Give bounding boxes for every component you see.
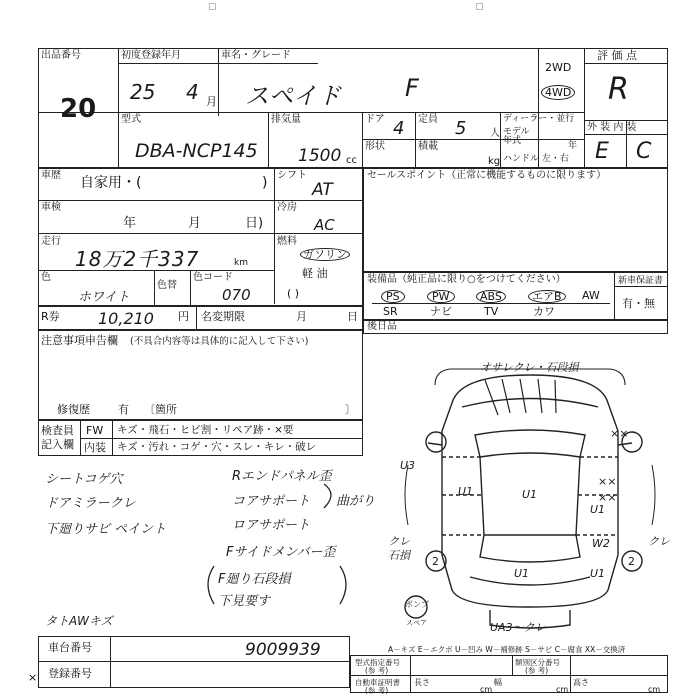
shift-label: シフト	[277, 170, 307, 181]
diagram-kure-left: クレ	[388, 535, 410, 548]
doors-label: ドア	[365, 114, 385, 125]
diagram-u1-right: U1	[590, 503, 606, 516]
note-9: F廻り石段損	[218, 572, 291, 587]
car-diagram	[380, 345, 680, 635]
notes-sublabel: (不具合内容等は具体的に記入して下さい)	[130, 336, 309, 347]
inspector-interior: 内装	[84, 441, 106, 454]
note-bracket	[200, 560, 360, 610]
diagram-u1-left: U1	[458, 485, 474, 498]
grade: F	[405, 74, 419, 102]
mileage-label: 走行	[41, 236, 61, 247]
note-bracket-2	[318, 482, 348, 512]
ext-int-label: 外 装 内 装	[587, 122, 637, 133]
x-mark: ×	[28, 671, 38, 684]
model-code: DBA-NCP145	[135, 140, 258, 162]
doors-value: 4	[393, 118, 405, 139]
diagram-top-note: オサレクレ・石段損	[480, 361, 579, 374]
notes-label: 注意事項申告欄	[41, 334, 118, 347]
lot-number: 20	[60, 94, 97, 124]
capacity-label: 定員	[418, 114, 438, 125]
inspection-day-unit: 日)	[245, 216, 264, 231]
diagram-two-left: 2	[432, 555, 439, 568]
rear-seat-label: 後日品	[367, 321, 397, 332]
width-label: 幅	[494, 678, 502, 687]
binding-hole: ▢	[208, 2, 217, 12]
inspector-label: 検査員記入欄	[41, 424, 74, 451]
capacity-value: 5	[455, 118, 467, 139]
diagram-spare: スペア	[406, 619, 427, 627]
color-label: 色	[41, 272, 51, 283]
warranty-label: 新車保証書	[618, 276, 664, 286]
reg-month: 4	[186, 80, 199, 104]
type-ref: (参 考)	[365, 666, 389, 675]
warranty-value: 有・無	[622, 297, 655, 310]
fuel-light-oil: 軽 油	[302, 267, 328, 280]
car-name-label: 車名・グレード	[221, 50, 291, 61]
capacity-unit: 人	[490, 128, 500, 139]
inspection-month-unit: 月	[188, 216, 202, 231]
equip-airbag: エアB	[528, 290, 566, 303]
name-change-label: 名変期限	[201, 310, 245, 323]
shape-label: 形状	[365, 141, 385, 152]
diagram-u1-center: U1	[522, 488, 538, 501]
fuel-gas: ガソリン	[300, 248, 350, 261]
recycle-unit: 円	[178, 310, 189, 323]
first-reg-label: 初度登録年月	[121, 50, 181, 61]
height-cm: cm	[648, 685, 661, 694]
equipment-label: 装備品（純正品に限り○をつけてください）	[367, 274, 566, 285]
score-label: 評 価 点	[597, 49, 637, 62]
ac-value: AC	[314, 216, 335, 234]
equip-pw: PW	[427, 290, 455, 303]
sales-point-box	[363, 168, 668, 272]
load-label: 積載	[418, 141, 438, 152]
history-value: 自家用・(	[80, 175, 142, 191]
repair-value: 有	[118, 403, 129, 416]
shift-value: AT	[312, 180, 333, 200]
registration-label: 登録番号	[48, 667, 92, 680]
inspector-fw-items: キズ・飛石・ヒビ割・リペア跡・×要	[117, 424, 294, 436]
note-3: 下廻りサビ ペイント	[45, 522, 167, 537]
reg-month-unit: 月	[206, 95, 217, 108]
diagram-seki-left: 石損	[388, 549, 410, 562]
color-code-value: 070	[222, 286, 251, 304]
history-close: )	[262, 175, 268, 191]
diagram-u3: U3	[400, 459, 416, 472]
note-6: ロアサポート	[232, 518, 311, 533]
ac-label: 冷房	[277, 202, 297, 213]
car-name: スペイド	[245, 82, 341, 110]
displacement-label: 排気量	[271, 114, 301, 125]
binding-hole: ▢	[475, 2, 484, 12]
chassis-value: 9009939	[245, 640, 321, 660]
class-number-label: 類別区分番号	[515, 658, 560, 667]
history-label: 車歴	[41, 170, 61, 181]
legend: A－キズ E－エクボ U－凹み W－補修跡 S－サビ C－腐食 XX－交換済	[388, 645, 626, 654]
length-label: 長さ	[414, 678, 430, 687]
color-value: ホワイト	[78, 290, 130, 305]
note-4: Rエンドパネル歪	[232, 469, 332, 484]
mileage-unit: km	[234, 258, 248, 268]
note-10: 下見要す	[218, 594, 271, 609]
model-label: 型式	[121, 114, 141, 125]
lot-label: 出品番号	[41, 50, 81, 61]
recycle-label: R券	[41, 310, 60, 323]
sales-point-label: セールスポイント（正常に機能するものに限ります）	[367, 170, 607, 181]
diagram-xx-top: ××	[610, 427, 629, 440]
note-2: ドアミラークレ	[45, 496, 136, 511]
exterior-score: E	[595, 139, 609, 164]
repair-label: 修復歴	[57, 403, 90, 416]
note-1: シートコゲ穴	[45, 472, 123, 487]
score-value: R	[608, 72, 629, 107]
interior-score: C	[636, 139, 652, 164]
height-label: 高さ	[573, 678, 589, 687]
fuel-paren: ( )	[287, 287, 300, 300]
diagram-xx-right2: ××	[598, 491, 617, 504]
color-code-label: 色コード	[193, 272, 233, 283]
model-year-label: モデル年式	[503, 127, 530, 146]
name-change-day: 日	[347, 310, 358, 323]
diagram-kure-right: クレ	[648, 535, 670, 548]
handle-label: ハンドル 左・右	[503, 154, 569, 164]
dealer-label: ディーラー・並行	[503, 114, 575, 124]
reg-year: 25	[130, 80, 156, 104]
note-5: コアサポート	[232, 494, 311, 509]
diagram-pump: ポンプ	[405, 600, 429, 609]
diagram-xx-right: ××	[598, 475, 617, 488]
equip-aw: AW	[582, 289, 600, 302]
repair-close: 〕	[345, 403, 356, 416]
cert-ref: (参 考)	[365, 686, 389, 695]
rear-row	[363, 320, 668, 334]
inspection-label: 車検	[41, 202, 61, 213]
chassis-label: 車台番号	[48, 641, 92, 654]
inspector-fw: FW	[86, 424, 104, 437]
name-change-month: 月	[296, 310, 307, 323]
length-cm: cm	[480, 685, 493, 694]
repair-place: 〔箇所	[144, 403, 177, 416]
equip-leather: カワ	[533, 305, 555, 318]
cert-label: 自動車証明書	[355, 678, 400, 687]
color-change-label: 色替	[157, 280, 177, 291]
diagram-u1-right2: U1	[590, 567, 606, 580]
load-unit: kg	[488, 156, 501, 167]
equip-tv: TV	[484, 305, 499, 318]
note-7: 曲がり	[336, 494, 376, 509]
fuel-label: 燃料	[277, 236, 297, 247]
drive-4wd: 4WD	[541, 85, 575, 100]
equip-sr: SR	[383, 305, 398, 318]
equip-abs: ABS	[476, 290, 506, 303]
mileage-value: 18万2千337	[75, 247, 200, 271]
recycle-amount: 10,210	[98, 309, 154, 328]
drive-2wd: 2WD	[545, 61, 572, 74]
displacement-unit: cc	[346, 155, 357, 166]
class-ref: (参 考)	[525, 666, 549, 675]
equip-navi: ナビ	[430, 305, 452, 318]
diagram-u1-bottom: U1	[514, 567, 530, 580]
diagram-ua3: UA3〜クレ	[490, 621, 546, 634]
type-number-label: 型式指定番号	[355, 658, 400, 667]
displacement-value: 1500	[298, 146, 342, 166]
equip-ps: PS	[381, 290, 405, 303]
year-unit: 年	[568, 141, 578, 151]
diagram-two-right: 2	[628, 555, 635, 568]
inspection-year-unit: 年	[123, 216, 137, 231]
note-8: Fサイドメンバー歪	[226, 545, 336, 560]
width-cm: cm	[556, 685, 569, 694]
inspector-interior-items: キズ・汚れ・コゲ・穴・スレ・キレ・破レ	[117, 441, 317, 453]
diagram-w2: W2	[592, 537, 610, 550]
misc-note: タトAWキズ	[45, 614, 113, 628]
